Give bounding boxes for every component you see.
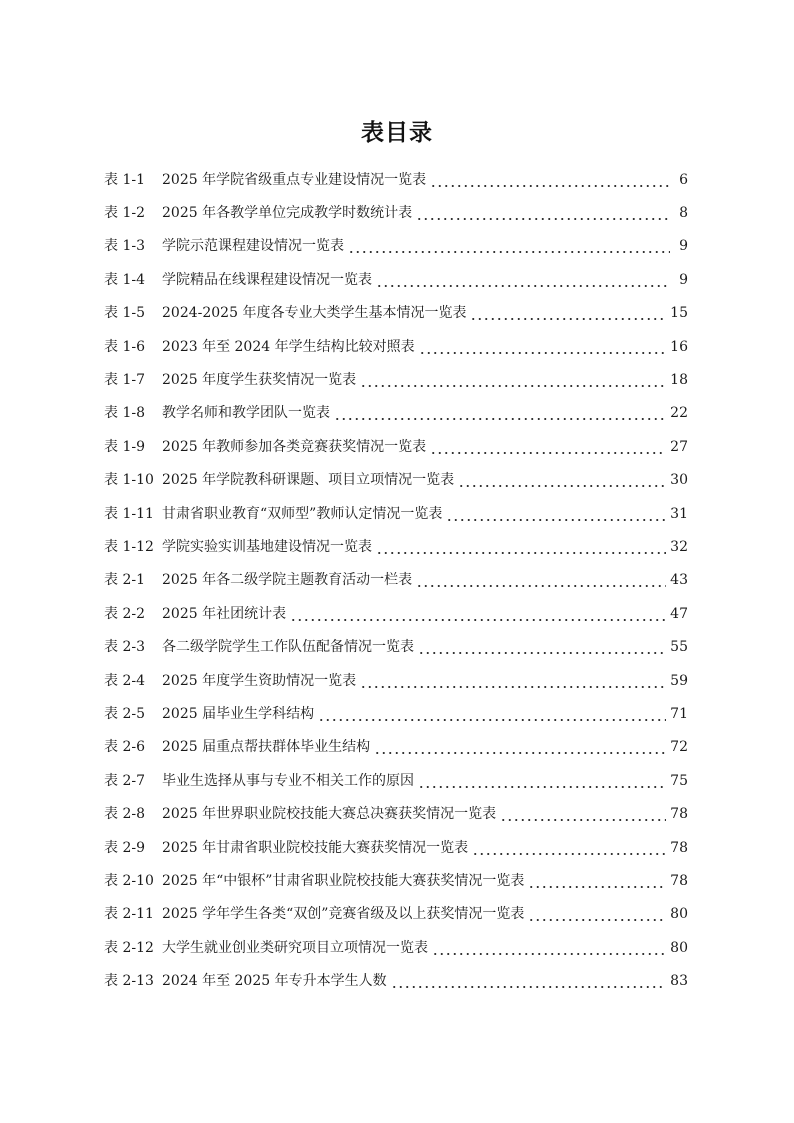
toc-entry-label: 表 1-4 [104,271,145,288]
dot-leader [528,905,666,923]
toc-entry-title: 2025 年各教学单位完成教学时数统计表 [162,205,413,222]
toc-entry[interactable] [104,430,688,463]
dot-leader [376,271,670,289]
toc-entry[interactable] [104,864,688,897]
toc-entry-page-number: 22 [670,405,688,422]
dot-leader [290,605,666,623]
toc-entry-page-number: 71 [670,705,688,722]
toc-entry-page-number: 31 [670,505,688,522]
toc-entry-label: 表 1-6 [104,338,145,355]
toc-entry-label: 表 1-9 [104,438,145,455]
toc-entry-page-number: 27 [670,438,688,455]
toc-entry-label: 表 2-13 [104,973,154,990]
dot-leader [416,571,666,589]
toc-entry-label: 表 1-11 [104,505,154,522]
toc-entry[interactable] [104,630,688,663]
toc-entry-page-number: 47 [670,605,688,622]
dot-leader [419,338,667,356]
toc-entry-label: 表 2-7 [104,772,145,789]
dot-leader [360,672,666,690]
toc-entry[interactable] [104,230,688,263]
toc-entry[interactable] [104,898,688,931]
toc-entry-title: 2025 学年学生各类“双创”竞赛省级及以上获奖情况一览表 [162,906,525,923]
toc-entry[interactable] [104,964,688,997]
dot-leader [432,939,666,957]
toc-entry-title: 2024 年至 2025 年专升本学生人数 [162,973,387,990]
toc-entry-page-number: 15 [670,305,688,322]
toc-entry[interactable] [104,163,688,196]
toc-entry-title: 大学生就业创业类研究项目立项情况一览表 [162,939,428,956]
dot-leader [391,972,667,990]
toc-entry-page-number: 59 [670,672,688,689]
toc-entry-label: 表 1-5 [104,305,145,322]
toc-entry-page-number: 78 [670,806,688,823]
toc-entry-title: 2025 届毕业生学科结构 [162,705,315,722]
toc-entry-label: 表 1-2 [104,205,145,222]
table-of-contents-list [104,163,688,998]
toc-entry-page-number: 72 [670,739,688,756]
toc-entry-title: 学院示范课程建设情况一览表 [162,238,344,255]
toc-entry-page-number: 16 [670,338,688,355]
toc-entry-label: 表 1-1 [104,171,145,188]
toc-entry[interactable] [104,597,688,630]
toc-entry[interactable] [104,697,688,730]
toc-entry[interactable] [104,797,688,830]
toc-entry-title: 甘肃省职业教育“双师型”教师认定情况一览表 [162,505,443,522]
toc-entry-label: 表 2-2 [104,605,145,622]
toc-entry-page-number: 78 [670,872,688,889]
toc-entry-page-number: 78 [670,839,688,856]
toc-entry-label: 表 1-12 [104,538,154,555]
toc-entry-label: 表 2-4 [104,672,145,689]
toc-entry-page-number: 9 [679,238,688,255]
toc-entry-page-number: 8 [679,205,688,222]
toc-entry-label: 表 2-8 [104,806,145,823]
toc-entry-title: 2023 年至 2024 年学生结构比较对照表 [162,338,415,355]
toc-entry-title: 2025 年学院教科研课题、项目立项情况一览表 [162,472,455,489]
toc-entry-label: 表 2-6 [104,739,145,756]
toc-entry-title: 2025 年度学生资助情况一览表 [162,672,357,689]
dot-leader [418,638,666,656]
dot-leader [500,805,666,823]
toc-entry-label: 表 2-10 [104,872,154,889]
toc-entry-title: 2025 年教师参加各类竞赛获奖情况一览表 [162,438,427,455]
dot-leader [430,438,666,456]
toc-entry-title: 2025 年学院省级重点专业建设情况一览表 [162,171,427,188]
toc-entry-title: 2025 届重点帮扶群体毕业生结构 [162,739,371,756]
toc-entry-page-number: 32 [670,538,688,555]
toc-entry[interactable] [104,764,688,797]
toc-entry[interactable] [104,263,688,296]
toc-entry[interactable] [104,564,688,597]
dot-leader [418,772,666,790]
toc-entry-title: 2025 年各二级学院主题教育活动一栏表 [162,572,413,589]
toc-entry-title: 2024-2025 年度各专业大类学生基本情况一览表 [162,305,467,322]
toc-entry-label: 表 2-11 [104,906,154,923]
dot-leader [376,538,666,556]
toc-entry-label: 表 2-3 [104,639,145,656]
toc-entry[interactable] [104,497,688,530]
toc-entry-label: 表 2-5 [104,705,145,722]
toc-entry-label: 表 1-8 [104,405,145,422]
toc-entry-label: 表 1-7 [104,372,145,389]
toc-entry-page-number: 80 [670,939,688,956]
toc-entry-title: 教学名师和教学团队一览表 [162,405,330,422]
toc-entry-label: 表 2-1 [104,572,145,589]
toc-entry-title: 学院实验实训基地建设情况一览表 [162,538,372,555]
toc-entry-title: 2025 年世界职业院校技能大赛总决赛获奖情况一览表 [162,806,497,823]
toc-entry-page-number: 83 [670,973,688,990]
dot-leader [334,404,666,422]
dot-leader [472,839,666,857]
toc-entry-title: 各二级学院学生工作队伍配备情况一览表 [162,639,414,656]
toc-entry-page-number: 6 [679,171,688,188]
toc-entry-label: 表 1-10 [104,472,154,489]
dot-leader [318,705,666,723]
toc-entry-page-number: 9 [679,271,688,288]
toc-entry-page-number: 18 [670,372,688,389]
dot-leader [374,738,666,756]
dot-leader [416,204,670,222]
toc-entry[interactable] [104,397,688,430]
dot-leader [348,237,670,255]
dot-leader [470,304,666,322]
toc-entry[interactable] [104,931,688,964]
dot-leader [430,171,670,189]
toc-entry[interactable] [104,330,688,363]
dot-leader [528,872,666,890]
dot-leader [446,505,666,523]
toc-entry[interactable] [104,464,688,497]
toc-entry[interactable] [104,664,688,697]
toc-entry-label: 表 2-9 [104,839,145,856]
toc-entry[interactable] [104,297,688,330]
toc-entry-title: 2025 年甘肃省职业院校技能大赛获奖情况一览表 [162,839,469,856]
toc-entry-title: 2025 年度学生获奖情况一览表 [162,372,357,389]
toc-entry-page-number: 80 [670,906,688,923]
toc-entry-label: 表 2-12 [104,939,154,956]
toc-entry-title: 毕业生选择从事与专业不相关工作的原因 [162,772,414,789]
toc-entry-page-number: 43 [670,572,688,589]
toc-entry[interactable] [104,363,688,396]
dot-leader [458,471,666,489]
page-title: 表目录 [361,120,433,146]
toc-entry-page-number: 75 [670,772,688,789]
toc-entry-label: 表 1-3 [104,238,145,255]
dot-leader [360,371,666,389]
toc-entry[interactable] [104,530,688,563]
toc-entry-page-number: 30 [670,472,688,489]
toc-entry-title: 2025 年“中银杯”甘肃省职业院校技能大赛获奖情况一览表 [162,872,525,889]
toc-entry-page-number: 55 [670,639,688,656]
toc-entry-title: 学院精品在线课程建设情况一览表 [162,271,372,288]
toc-entry-title: 2025 年社团统计表 [162,605,287,622]
toc-entry[interactable] [104,831,688,864]
toc-entry[interactable] [104,196,688,229]
toc-entry[interactable] [104,731,688,764]
